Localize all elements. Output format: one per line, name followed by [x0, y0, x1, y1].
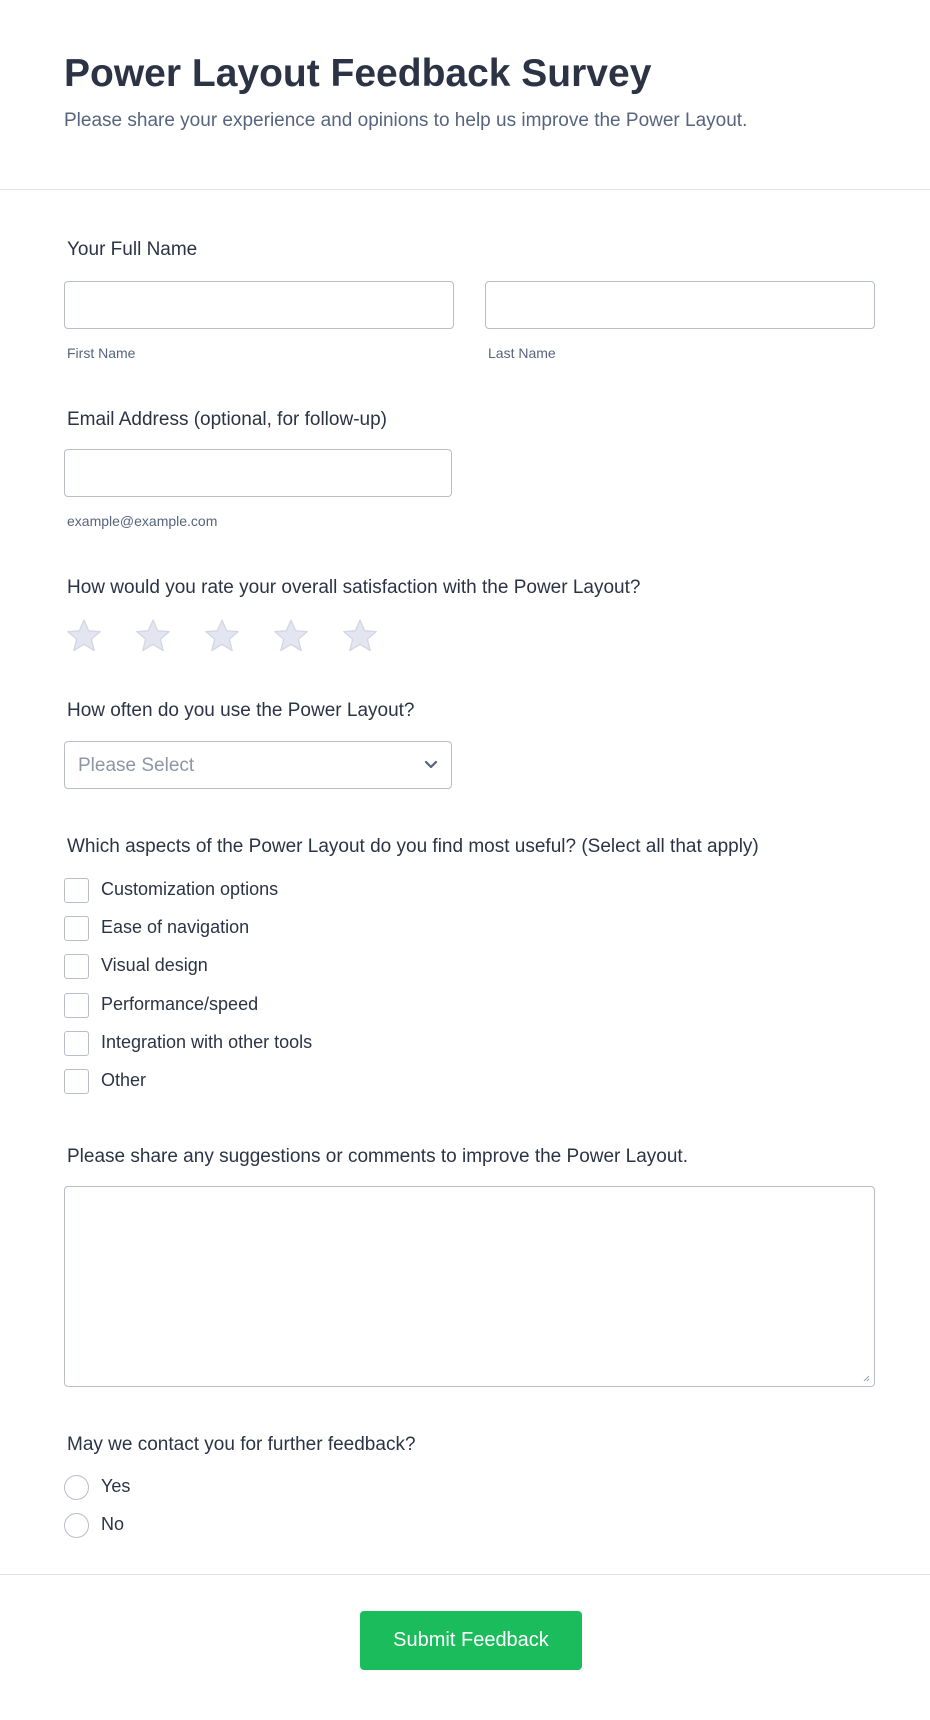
- star-icon[interactable]: [271, 616, 311, 656]
- first-name-sublabel: First Name: [67, 345, 136, 361]
- star-icon[interactable]: [133, 616, 173, 656]
- contact-option-label[interactable]: Yes: [101, 1476, 131, 1496]
- comments-textarea[interactable]: [64, 1186, 875, 1387]
- contact-radio[interactable]: [64, 1513, 89, 1538]
- aspect-checkbox[interactable]: [64, 916, 89, 941]
- star-icon[interactable]: [64, 616, 104, 656]
- email-input[interactable]: [64, 449, 452, 497]
- last-name-sublabel: Last Name: [488, 345, 556, 361]
- header-divider: [0, 189, 930, 190]
- aspect-option-label[interactable]: Integration with other tools: [101, 1032, 313, 1052]
- aspect-option-label[interactable]: Customization options: [101, 879, 279, 899]
- contact-radio[interactable]: [64, 1475, 89, 1500]
- chevron-down-icon: [423, 756, 439, 772]
- footer-divider: [0, 1574, 930, 1575]
- last-name-input[interactable]: [485, 281, 875, 329]
- aspect-option-label[interactable]: Ease of navigation: [101, 917, 250, 937]
- aspect-option-label[interactable]: Visual design: [101, 955, 208, 975]
- resize-grip-icon[interactable]: [862, 1374, 870, 1382]
- rating-label: How would you rate your overall satisfaction with the Power Layout?: [67, 577, 641, 598]
- contact-label: May we contact you for further feedback?: [67, 1434, 416, 1455]
- star-icon[interactable]: [202, 616, 242, 656]
- aspects-label: Which aspects of the Power Layout do you find most useful? (Select all that apply): [67, 836, 759, 857]
- frequency-select[interactable]: [64, 741, 452, 789]
- email-hint: example@example.com: [67, 513, 218, 529]
- aspect-checkbox[interactable]: [64, 878, 89, 903]
- aspect-checkbox[interactable]: [64, 954, 89, 979]
- comments-label: Please share any suggestions or comments to improve the Power Layout.: [67, 1146, 688, 1167]
- frequency-label: How often do you use the Power Layout?: [67, 700, 415, 721]
- frequency-placeholder: Please Select: [78, 755, 195, 776]
- email-label: Email Address (optional, for follow-up): [67, 409, 387, 430]
- aspect-checkbox[interactable]: [64, 1031, 89, 1056]
- page-subtitle: Please share your experience and opinions to help us improve the Power Layout.: [64, 110, 748, 131]
- full-name-label: Your Full Name: [67, 239, 198, 260]
- aspect-checkbox[interactable]: [64, 1069, 89, 1094]
- aspect-checkbox[interactable]: [64, 993, 89, 1018]
- star-icon[interactable]: [340, 616, 380, 656]
- aspect-option-label[interactable]: Other: [101, 1070, 147, 1090]
- aspect-option-label[interactable]: Performance/speed: [101, 994, 259, 1014]
- page-title: Power Layout Feedback Survey: [64, 52, 652, 95]
- contact-option-label[interactable]: No: [101, 1514, 125, 1534]
- submit-button[interactable]: Submit Feedback: [360, 1611, 582, 1670]
- first-name-input[interactable]: [64, 281, 454, 329]
